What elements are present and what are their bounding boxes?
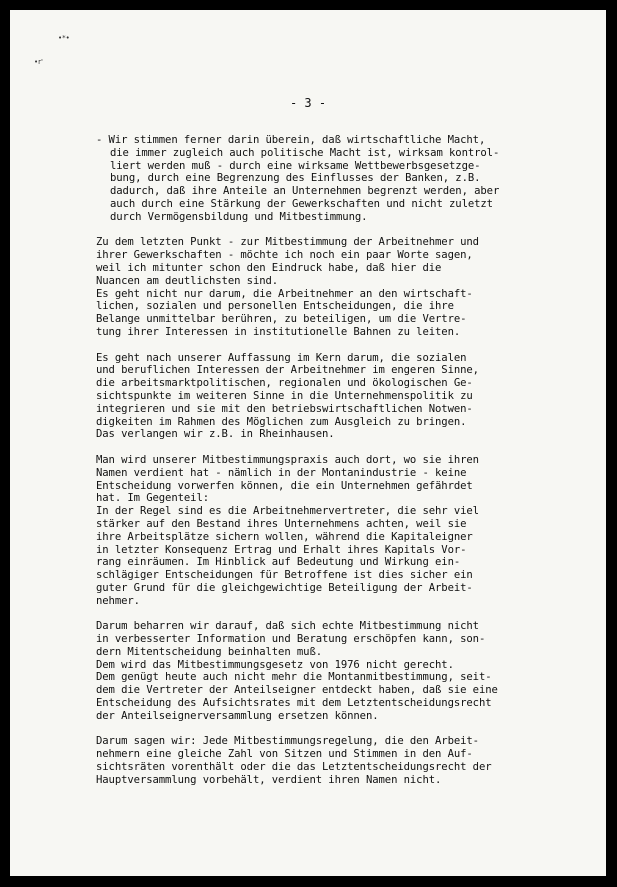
text-line: in letzter Konsequenz Ertrag und Erhalt ihres Kapitals Vor- [96, 543, 467, 556]
text-line: Man wird unserer Mitbestimmungspraxis auch dort, wo sie ihren [96, 453, 479, 466]
paragraph [96, 134, 596, 224]
text-line: rang einräumen. Im Hinblick auf Bedeutung und Wirkung ein- [96, 556, 461, 569]
paragraph [96, 454, 596, 608]
text-line: integrieren und sie mit den betriebswirtschaftlichen Notwen- [96, 402, 473, 415]
text-line: hat. Im Gegenteil: [96, 492, 210, 505]
text-line: auch durch eine Stärkung der Gewerkschaften und nicht zuletzt [110, 197, 493, 210]
text-line: Hauptversammlung vorbehält, verdient ihren Namen nicht. [96, 773, 442, 786]
text-line: durch Vermögensbildung und Mitbestimmung. [110, 210, 368, 223]
text-line: stärker auf den Bestand ihres Unternehmens achten, weil sie [96, 517, 467, 530]
text-line: Darum sagen wir: Jede Mitbestimmungsregelung, die den Arbeit- [96, 735, 479, 748]
text-line: Dem genügt heute auch nicht mehr die Montanmitbestimmung, seit- [96, 671, 492, 684]
text-line: nehmer. [96, 594, 140, 607]
text-line: Entscheidung vorwerfen können, die ein Unternehmen gefährdet [96, 479, 473, 492]
paragraph [96, 352, 596, 442]
document-body [96, 134, 596, 799]
text-line: die immer zugleich auch politische Macht ist, wirksam kontrol- [110, 146, 500, 159]
text-line: sichtspunkte im weiteren Sinne in die Unternehmenspolitik zu [96, 389, 473, 402]
scan-speck: •r' [34, 58, 43, 66]
paragraph [96, 620, 596, 722]
paragraph [96, 236, 596, 338]
text-line: weil ich mitunter schon den Eindruck habe, daß hier die [96, 261, 442, 274]
text-line: in verbesserter Information und Beratung erschöpfen kann, son- [96, 633, 486, 646]
text-line: Belange unmittelbar berühren, zu beteiligen, um die Vertre- [96, 313, 467, 326]
text-line: liert werden muß - durch eine wirksame Wettbewerbsgesetzge- [110, 159, 481, 172]
text-line: Nuancen am deutlichsten sind. [96, 274, 279, 287]
text-line: Es geht nicht nur darum, die Arbeitnehmer an den wirtschaft- [96, 287, 473, 300]
text-line: In der Regel sind es die Arbeitnehmervertreter, die sehr viel [96, 505, 479, 518]
text-line: Das verlangen wir z.B. in Rheinhausen. [96, 428, 335, 441]
text-line: Es geht nach unserer Auffassung im Kern darum, die sozialen [96, 351, 467, 364]
text-line: bung, durch eine Begrenzung des Einflusses der Banken, z.B. [110, 172, 481, 185]
text-line: nehmern eine gleiche Zahl von Sitzen und Stimmen in den Auf- [96, 748, 473, 761]
text-line: - Wir stimmen ferner darin überein, daß wirtschaftliche Macht, [96, 134, 486, 146]
text-line: digkeiten im Rahmen des Möglichen zum Ausgleich zu bringen. [96, 415, 467, 428]
text-line: dadurch, daß ihre Anteile an Unternehmen begrenzt werden, aber [110, 185, 500, 198]
text-line: und beruflichen Interessen der Arbeitnehmer im engeren Sinne, [96, 364, 479, 377]
text-line: die arbeitsmarktpolitischen, regionalen und ökologischen Ge- [96, 377, 473, 390]
text-line: Entscheidung des Aufsichtsrates mit dem Letztentscheidungsrecht [96, 697, 492, 710]
text-line: Zu dem letzten Punkt - zur Mitbestimmung der Arbeitnehmer und [96, 236, 479, 249]
document-page [10, 10, 606, 876]
text-line: ihrer Gewerkschaften - möchte ich noch ein paar Worte sagen, [96, 249, 473, 262]
text-line: dern Mitentscheidung beinhalten muß. [96, 645, 323, 658]
text-line: Dem wird das Mitbestimmungsgesetz von 1976 nicht gerecht. [96, 658, 454, 671]
text-line: guter Grund für die gleichgewichtige Beteiligung der Arbeit- [96, 581, 473, 594]
page-number: - 3 - [289, 96, 327, 110]
text-line: dem die Vertreter der Anteilseigner entdeckt haben, daß sie eine [96, 684, 498, 697]
text-line: tung ihrer Interessen in institutionelle Bahnen zu leiten. [96, 325, 461, 338]
text-line: Darum beharren wir darauf, daß sich echte Mitbestimmung nicht [96, 620, 479, 633]
scan-speck: •*• [58, 34, 70, 42]
text-line: ihre Arbeitsplätze sichern wollen, während die Kapitaleigner [96, 530, 473, 543]
text-line: schlägiger Entscheidungen für Betroffene ist dies sicher ein [96, 569, 473, 582]
text-line: der Anteilseignerversammlung ersetzen können. [96, 709, 379, 722]
text-line: sichtsräten vorenthält oder die das Letztentscheidungsrecht der [96, 761, 492, 774]
text-line: lichen, sozialen und personellen Entscheidungen, die ihre [96, 300, 454, 313]
text-line: Namen verdient hat - nämlich in der Montanindustrie - keine [96, 466, 467, 479]
paragraph [96, 735, 596, 786]
